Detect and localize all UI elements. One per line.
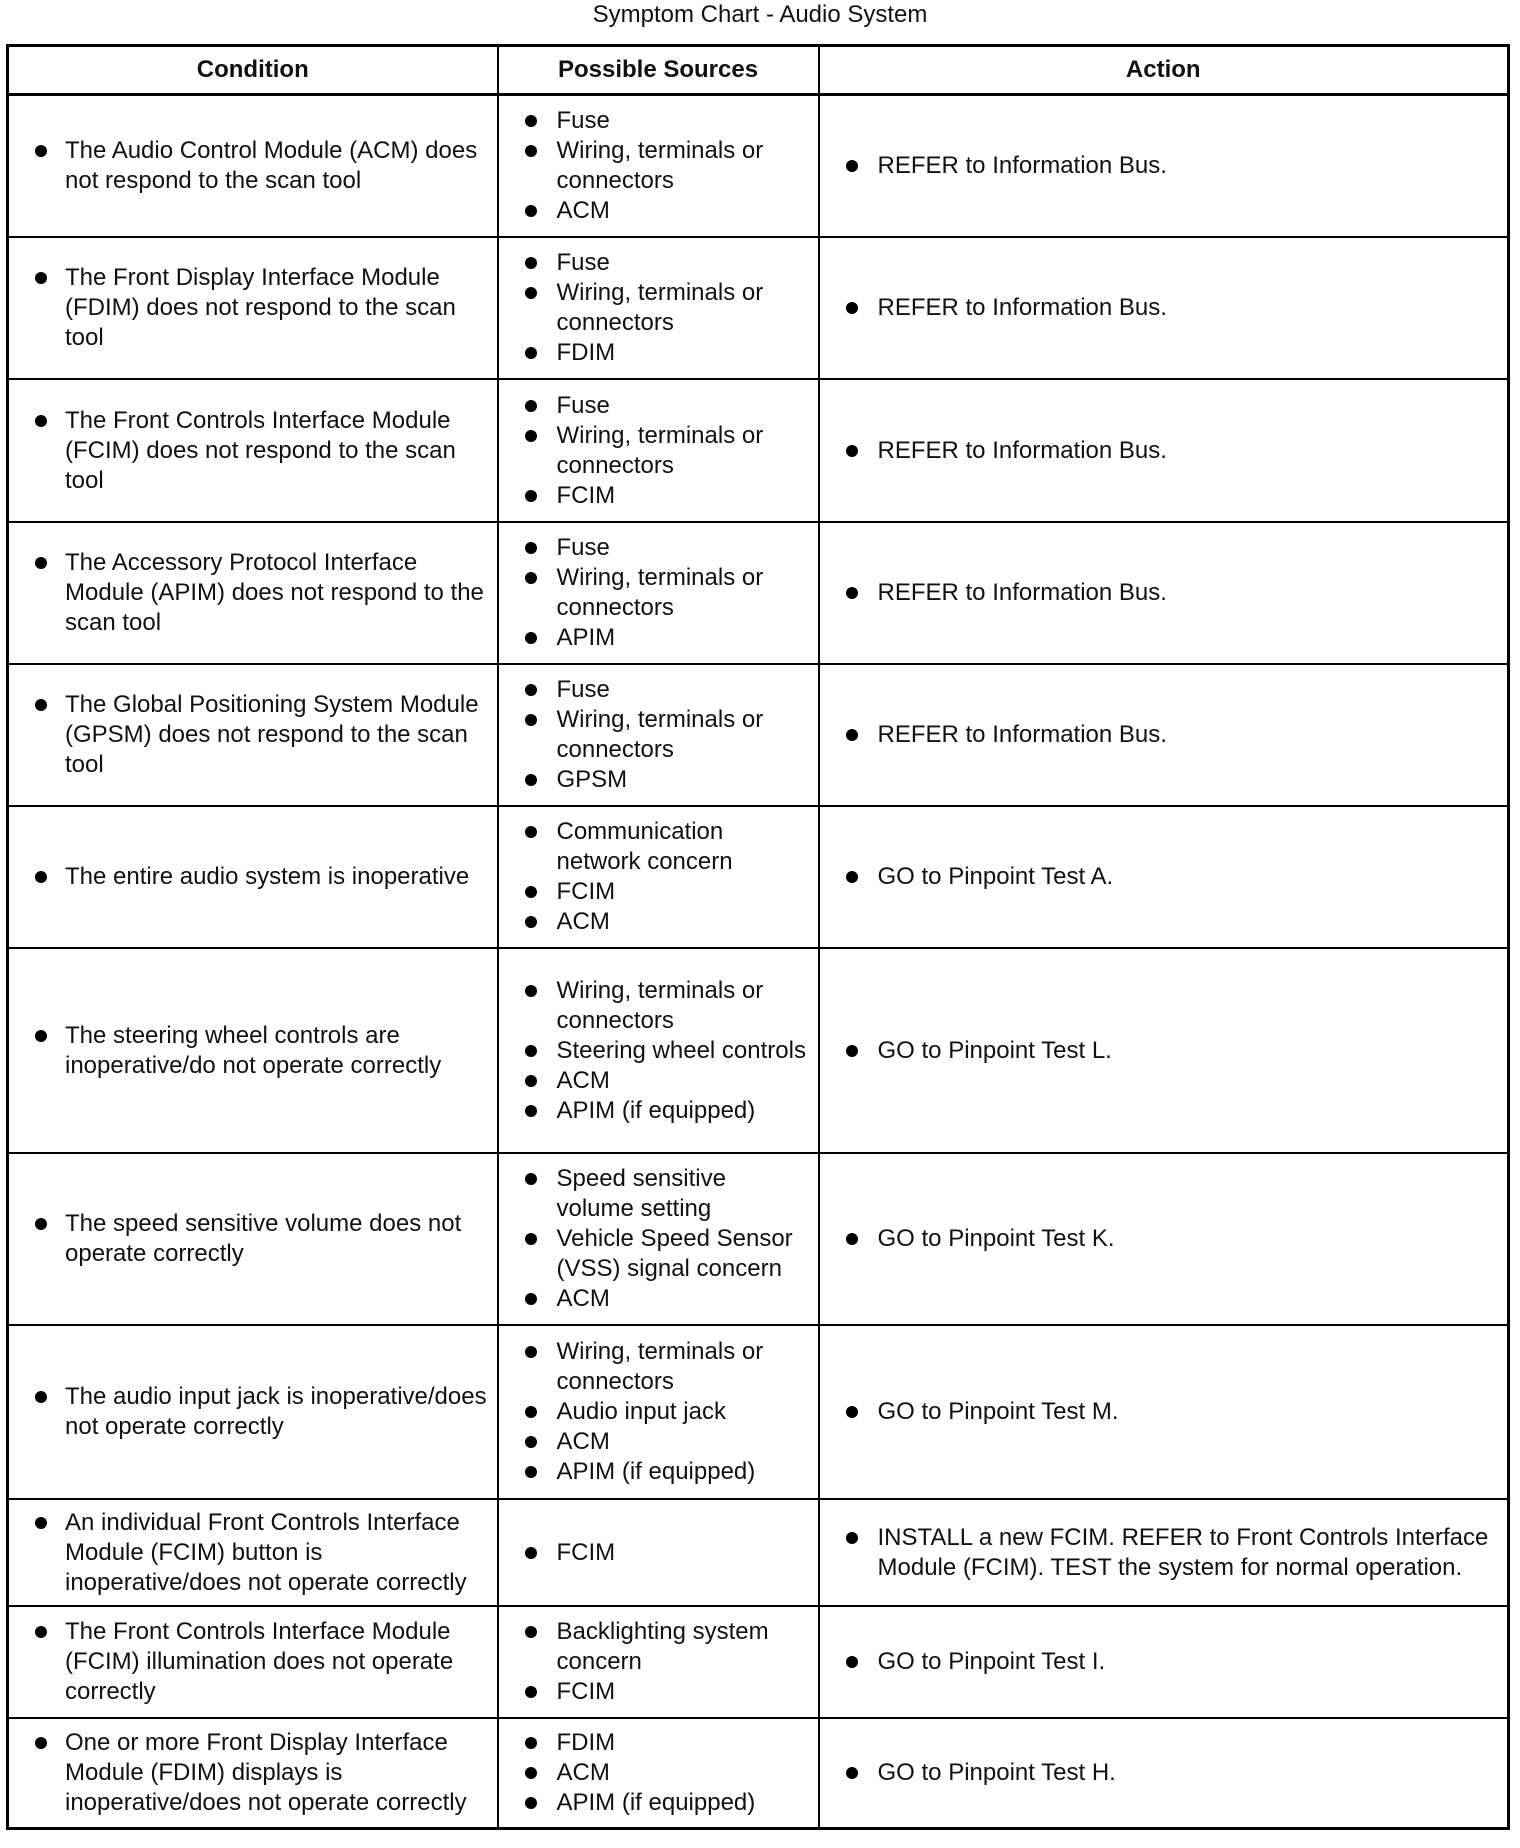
sources-cell: [498, 1153, 819, 1325]
condition-cell: [8, 237, 498, 379]
sources-cell: [498, 379, 819, 522]
symptom-chart-table: [6, 44, 1510, 1830]
condition-text: The Front Controls Interface Module (FCIM) illumination does not operate correctly: [9, 1617, 497, 1707]
condition-text: The entire audio system is inoperative: [9, 862, 497, 892]
table-row: [8, 1499, 1509, 1606]
table-row: [8, 379, 1509, 522]
source-item: Fuse: [499, 106, 818, 136]
sources-cell: [498, 1606, 819, 1718]
condition-cell: [8, 948, 498, 1153]
source-item: FDIM: [499, 338, 818, 368]
sources-cell: [498, 664, 819, 806]
source-item: Fuse: [499, 675, 818, 705]
condition-cell: [8, 664, 498, 806]
condition-text: The Audio Control Module (ACM) does not respond to the scan tool: [9, 136, 497, 196]
condition-text: An individual Front Controls Interface Module (FCIM) button is inoperative/does not operate correctly: [9, 1508, 497, 1598]
sources-cell: [498, 1325, 819, 1499]
source-item: APIM (if equipped): [499, 1096, 818, 1126]
source-item: Wiring, terminals or connectors: [499, 136, 818, 196]
table-row: [8, 1325, 1509, 1499]
condition-text: The Accessory Protocol Interface Module (APIM) does not respond to the scan tool: [9, 548, 497, 638]
condition-cell: [8, 1325, 498, 1499]
action-text: GO to Pinpoint Test H.: [820, 1758, 1508, 1788]
table-row: [8, 522, 1509, 664]
source-item: Wiring, terminals or connectors: [499, 421, 818, 481]
table-row: [8, 1606, 1509, 1718]
source-item: FCIM: [499, 877, 818, 907]
condition-cell: [8, 522, 498, 664]
condition-text: The audio input jack is inoperative/does not operate correctly: [9, 1382, 497, 1442]
action-text: REFER to Information Bus.: [820, 578, 1508, 608]
condition-cell: [8, 1153, 498, 1325]
action-text: REFER to Information Bus.: [820, 720, 1508, 750]
action-cell: [819, 1325, 1509, 1499]
condition-text: The Front Controls Interface Module (FCIM) does not respond to the scan tool: [9, 406, 497, 496]
source-item: Steering wheel controls: [499, 1036, 818, 1066]
page-title: Symptom Chart - Audio System: [592, 1, 928, 28]
source-item: Wiring, terminals or connectors: [499, 705, 818, 765]
action-text: GO to Pinpoint Test K.: [820, 1224, 1508, 1254]
action-cell: [819, 522, 1509, 664]
sources-cell: [498, 1499, 819, 1606]
action-cell: [819, 1606, 1509, 1718]
condition-cell: [8, 806, 498, 948]
table-row: [8, 1153, 1509, 1325]
source-item: ACM: [499, 196, 818, 226]
action-cell: [819, 1718, 1509, 1829]
source-item: FCIM: [499, 1538, 818, 1568]
source-item: APIM: [499, 623, 818, 653]
table-row: [8, 95, 1509, 238]
action-text: REFER to Information Bus.: [820, 436, 1508, 466]
source-item: ACM: [499, 1427, 818, 1457]
action-text: GO to Pinpoint Test A.: [820, 862, 1508, 892]
header-possible-sources: Possible Sources: [498, 46, 819, 95]
source-item: FCIM: [499, 1677, 818, 1707]
table-header-row: [8, 46, 1509, 95]
action-cell: [819, 237, 1509, 379]
condition-cell: [8, 379, 498, 522]
source-item: Communication network concern: [499, 817, 818, 877]
condition-text: The Global Positioning System Module (GPSM) does not respond to the scan tool: [9, 690, 497, 780]
condition-cell: [8, 1718, 498, 1829]
source-item: FCIM: [499, 481, 818, 511]
action-cell: [819, 379, 1509, 522]
sources-cell: [498, 95, 819, 238]
source-item: ACM: [499, 1066, 818, 1096]
condition-cell: [8, 1606, 498, 1718]
action-text: GO to Pinpoint Test I.: [820, 1647, 1508, 1677]
header-condition: Condition: [8, 46, 498, 95]
table-row: [8, 664, 1509, 806]
source-item: Speed sensitive volume setting: [499, 1164, 818, 1224]
source-item: Vehicle Speed Sensor (VSS) signal concern: [499, 1224, 818, 1284]
source-item: Fuse: [499, 533, 818, 563]
action-text: INSTALL a new FCIM. REFER to Front Controls Interface Module (FCIM). TEST the system for normal operation.: [820, 1523, 1508, 1583]
sources-cell: [498, 1718, 819, 1829]
action-cell: [819, 1499, 1509, 1606]
condition-text: The Front Display Interface Module (FDIM) does not respond to the scan tool: [9, 263, 497, 353]
condition-text: The steering wheel controls are inoperative/do not operate correctly: [9, 1021, 497, 1081]
source-item: FDIM: [499, 1728, 818, 1758]
sources-cell: [498, 948, 819, 1153]
action-text: REFER to Information Bus.: [820, 293, 1508, 323]
source-item: ACM: [499, 1284, 818, 1314]
table-row: [8, 1718, 1509, 1829]
action-cell: [819, 664, 1509, 806]
source-item: Wiring, terminals or connectors: [499, 1337, 818, 1397]
source-item: APIM (if equipped): [499, 1457, 818, 1487]
source-item: ACM: [499, 907, 818, 937]
condition-cell: [8, 1499, 498, 1606]
source-item: Wiring, terminals or connectors: [499, 278, 818, 338]
source-item: Wiring, terminals or connectors: [499, 976, 818, 1036]
action-text: GO to Pinpoint Test M.: [820, 1397, 1508, 1427]
table-row: [8, 237, 1509, 379]
sources-cell: [498, 237, 819, 379]
action-cell: [819, 948, 1509, 1153]
table-row: [8, 948, 1509, 1153]
action-cell: [819, 95, 1509, 238]
source-item: Fuse: [499, 391, 818, 421]
source-item: ACM: [499, 1758, 818, 1788]
source-item: Backlighting system concern: [499, 1617, 818, 1677]
sources-cell: [498, 522, 819, 664]
sources-cell: [498, 806, 819, 948]
header-action: Action: [819, 46, 1509, 95]
condition-text: The speed sensitive volume does not operate correctly: [9, 1209, 497, 1269]
source-item: Audio input jack: [499, 1397, 818, 1427]
condition-cell: [8, 95, 498, 238]
source-item: Fuse: [499, 248, 818, 278]
action-cell: [819, 806, 1509, 948]
source-item: APIM (if equipped): [499, 1788, 818, 1818]
action-cell: [819, 1153, 1509, 1325]
source-item: GPSM: [499, 765, 818, 795]
source-item: Wiring, terminals or connectors: [499, 563, 818, 623]
condition-text: One or more Front Display Interface Module (FDIM) displays is inoperative/does not operate correctly: [9, 1728, 497, 1818]
action-text: REFER to Information Bus.: [820, 151, 1508, 181]
table-row: [8, 806, 1509, 948]
action-text: GO to Pinpoint Test L.: [820, 1036, 1508, 1066]
